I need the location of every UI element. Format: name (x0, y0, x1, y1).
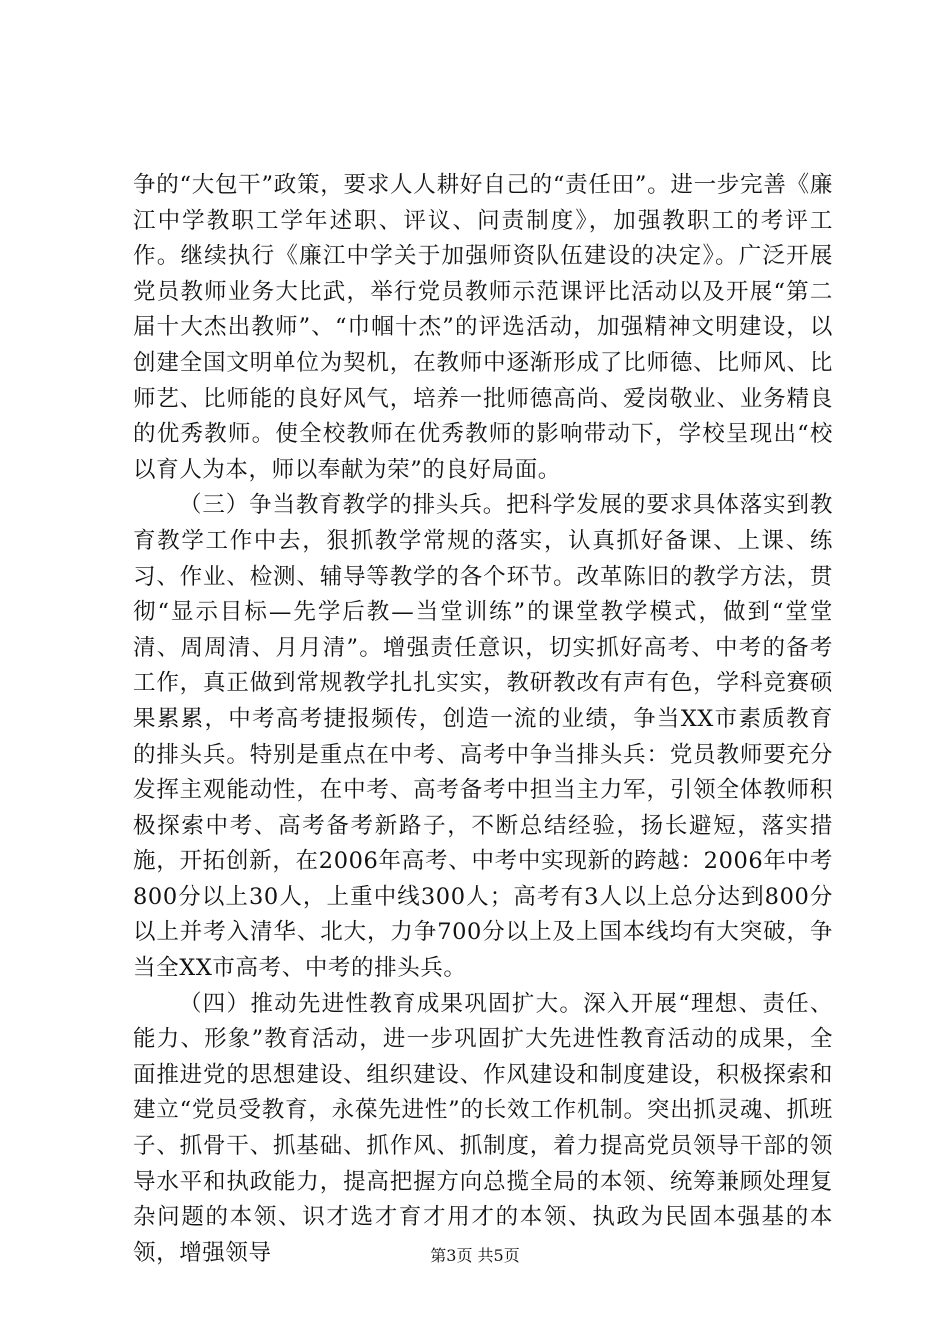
page-number-footer: 第3页 共5页 (430, 1246, 520, 1265)
paragraph-continuation: 争的“大包干”政策，要求人人耕好自己的“责任田”。进一步完善《廉江中学教职工学年述职、评议、问责制度》，加强教职工的考评工作。继续执行《廉江中学关于加强师资队伍建设的决定》。广泛开展党员教师业务大比武，举行党员教师示范课评比活动以及开展“第二届十大杰出教师”、“巾帼十杰”的评选活动，加强精神文明建设，以创建全国文明单位为契机，在教师中逐渐形成了比师德、比师风、比师艺、比师能的良好风气，培养一批师德高尚、爱岗敬业、业务精良的优秀教师。使全校教师在优秀教师的影响带动下，学校呈现出“校以育人为本，师以奉献为荣”的良好局面。 (133, 172, 833, 483)
document-body (133, 168, 833, 1271)
paragraph-section-3: （三）争当教育教学的排头兵。把科学发展的要求具体落实到教育教学工作中去，狠抓教学常规的落实，认真抓好备课、上课、练习、作业、检测、辅导等教学的各个环节。改革陈旧的教学方法，贯彻“显示目标—先学后教—当堂训练”的课堂教学模式，做到“堂堂清、周周清、月月清”。增强责任意识，切实抓好高考、中考的备考工作，真正做到常规教学扎扎实实，教研教改有声有色，学科竞赛硕果累累，中考高考捷报频传，创造一流的业绩，争当XX市素质教育的排头兵。特别是重点在中考、高考中争当排头兵：党员教师要充分发挥主观能动性，在中考、高考备考中担当主力军，引领全体教师积极探索中考、高考备考新路子，不断总结经验，扬长避短，落实措施，开拓创新，在2006年高考、中考中实现新的跨越：2006年中考800分以上30人，上重中线300人；高考有3人以上总分达到800分以上并考入清华、北大，力争700分以上及上国本线均有大突破，争当全XX市高考、中考的排头兵。 (133, 492, 833, 982)
paragraph-section-4: （四）推动先进性教育成果巩固扩大。深入开展“理想、责任、能力、形象”教育活动，进一步巩固扩大先进性教育活动的成果，全面推进党的思想建设、组织建设、作风建设和制度建设，积极探索和建立“党员受教育，永葆先进性”的长效工作机制。突出抓灵魂、抓班子、抓骨干、抓基础、抓作风、抓制度，着力提高党员领导干部的领导水平和执政能力，提高把握方向总揽全局的本领、统筹兼顾处理复杂问题的本领、识才选才育才用才的本领、执政为民固本强基的本领，增强领导 (133, 990, 833, 1266)
